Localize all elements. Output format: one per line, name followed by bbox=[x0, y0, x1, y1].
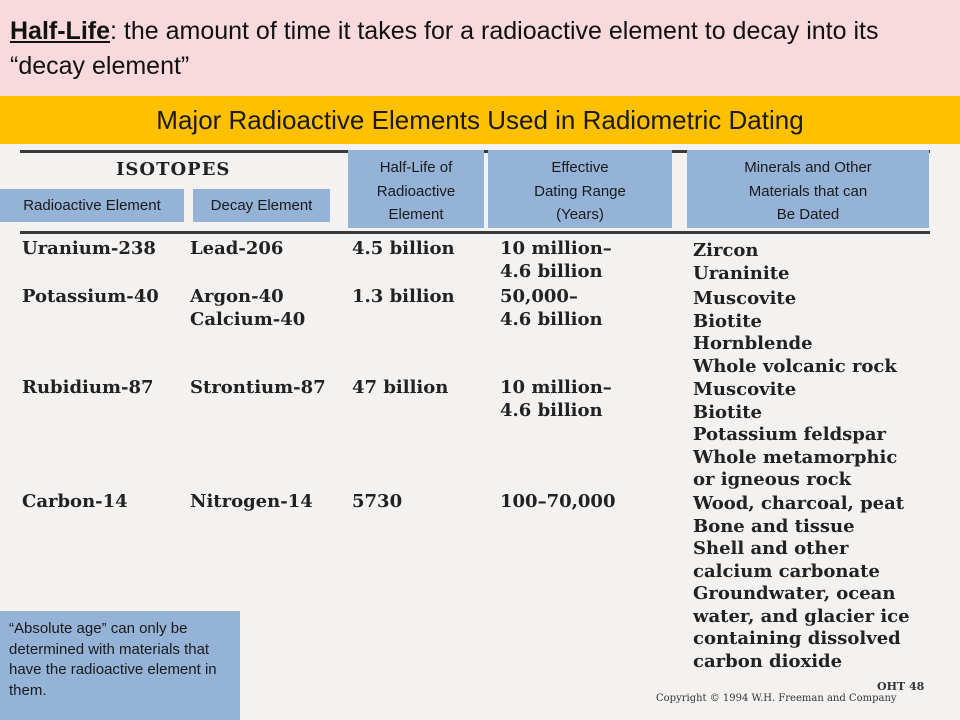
row-1-half-life: 4.5 billion bbox=[352, 238, 455, 259]
row-3-minerals: Muscovite Biotite Potassium feldspar Whole metamorphic or igneous rock bbox=[693, 379, 898, 490]
row-3-range: 10 million– 4.6 billion bbox=[500, 377, 612, 421]
row-4-half-life: 5730 bbox=[352, 491, 403, 512]
half-life-definition bbox=[0, 0, 960, 96]
definition-text: the amount of time it takes for a radioactive element to decay into its “decay element” bbox=[10, 17, 879, 80]
row-2-parent: Potassium-40 bbox=[22, 286, 159, 307]
copyright-notice: Copyright © 1994 W.H. Freeman and Company bbox=[656, 693, 897, 704]
row-1-decay: Lead-206 bbox=[190, 238, 284, 259]
row-3-parent: Rubidium-87 bbox=[22, 377, 154, 398]
row-2-minerals: Muscovite Biotite Hornblende Whole volcanic rock bbox=[693, 288, 897, 377]
row-2-decay: Argon-40 Calcium-40 bbox=[190, 286, 306, 330]
slide-code: OHT 48 bbox=[877, 680, 925, 693]
row-1-parent: Uranium-238 bbox=[22, 238, 156, 259]
row-3-half-life: 47 billion bbox=[352, 377, 449, 398]
table-header-rule bbox=[20, 231, 930, 234]
title-banner: Major Radioactive Elements Used in Radiometric Dating bbox=[0, 96, 960, 144]
label-half-life: Half-Life of Radioactive Element bbox=[348, 150, 484, 228]
isotopes-heading: ISOTOPES bbox=[116, 159, 231, 180]
label-dating-range: Effective Dating Range (Years) bbox=[488, 150, 672, 228]
definition-term: Half-Life bbox=[10, 17, 110, 45]
absolute-age-note: “Absolute age” can only be determined with materials that have the radioactive element in them. bbox=[0, 611, 240, 720]
row-4-minerals: Wood, charcoal, peat Bone and tissue Shell and other calcium carbonate Groundwater, ocean water, and glacier ice containing dissolved carbon dioxide bbox=[693, 493, 910, 672]
row-2-half-life: 1.3 billion bbox=[352, 286, 455, 307]
label-minerals: Minerals and Other Materials that can Be Dated bbox=[687, 150, 929, 228]
definition-separator: : bbox=[110, 17, 117, 45]
row-2-range: 50,000– 4.6 billion bbox=[500, 286, 603, 330]
row-1-range: 10 million– 4.6 billion bbox=[500, 238, 612, 282]
row-4-range: 100–70,000 bbox=[500, 491, 616, 512]
row-1-minerals: Zircon Uraninite bbox=[693, 240, 790, 284]
label-decay-element: Decay Element bbox=[193, 189, 330, 222]
label-radioactive-element: Radioactive Element bbox=[0, 189, 184, 222]
row-4-decay: Nitrogen-14 bbox=[190, 491, 313, 512]
row-4-parent: Carbon-14 bbox=[22, 491, 128, 512]
row-3-decay: Strontium-87 bbox=[190, 377, 326, 398]
